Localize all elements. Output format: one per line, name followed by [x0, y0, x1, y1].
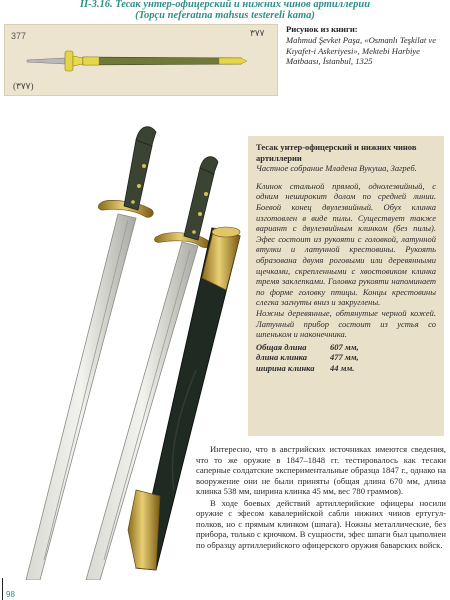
- page-number: 98: [6, 590, 15, 599]
- book-caption-title: Рисунок из книги:: [286, 24, 358, 34]
- article-paragraph-2: В ходе боевых действий артиллерийские офицеры носили оружие с эфесом кавалерийской сабли нижних чинов ертугул-полков, но с прямым клинком (шпага). Ножны металлические, без прибора, только с крючком. В сущности, эфес шпаги был цыполнен по образцу артиллерийского офицерского оружия баварских войск.: [196, 497, 446, 550]
- arabic-label-bottom: (٣٧٧): [13, 81, 34, 91]
- spec-row: ширина клинка 44 мм.: [256, 362, 355, 373]
- description-body-2: Ножны деревянные, обтянутые черной кожей. Латунный прибор состоит из устья со шпеньком и наконечника.: [256, 307, 436, 340]
- page-header: [0, 0, 450, 22]
- page-edge-mark: [2, 578, 3, 600]
- book-illustration: [4, 24, 278, 96]
- description-title: Тесак унтер-офицерский и нижних чинов артиллерии: [256, 142, 417, 163]
- illustrated-sword-and-scabbard: [5, 25, 277, 95]
- description-panel: [248, 136, 444, 436]
- book-caption: [286, 24, 446, 67]
- article-text: [196, 444, 446, 550]
- description-body: Клинок стальной прямой, однолезвийный, с одним неширокиm долом по средней линии. Боевой конец двулезвийный. Обух клинка изготовлен в виде пилы. Существует также вариант с двулезвийным клинком (без пилы). Эфес состоит из рукояти с головкой, латунной втулки и латунной крестовины. Рукоять образована двумя роговыми или деревянными щечками, скрепленными с хвостовиком клинка тремя заклепками. Головка рукояти напоминает по форме головку птицы. Концы крестовины слегка загнуты вниз и закруглены.: [256, 180, 436, 308]
- book-caption-body: Mahmud Şevket Paşa, «Osmanlı Teşkilat ve Kıyafet-i Askeriyesi», Mektebi Harbiye Matbaası, İstanbul, 1325: [286, 34, 437, 67]
- arabic-label-top: ٣٧٧: [250, 28, 265, 38]
- specs-list: [256, 342, 436, 374]
- article-paragraph-1: Интересно, что в австрийских источниках имеются сведения, что то же оружие в 1847–1848 гг. тестировалось как тесаки саперные солдатские экспериментальные образца 1847 г., однако на вооружение они не были приняты (общая длина 670 мм, длина клинка 538 мм, ширина клинка 45 мм, вес 780 граммов).: [196, 444, 446, 496]
- spec-row: Общая длина 607 мм,: [256, 341, 359, 352]
- plate-number: 377: [11, 31, 27, 41]
- title-tr: (Topçu neferatına mahsus testereli kama): [135, 9, 315, 21]
- description-source: Частное собрание Младена Вукуша, Загреб.: [256, 163, 417, 174]
- spec-row: длина клинка 477 мм,: [256, 352, 359, 363]
- title-ru: II-3.16. Тесак унтер-офицерский и нижних чинов артиллерии: [79, 0, 371, 10]
